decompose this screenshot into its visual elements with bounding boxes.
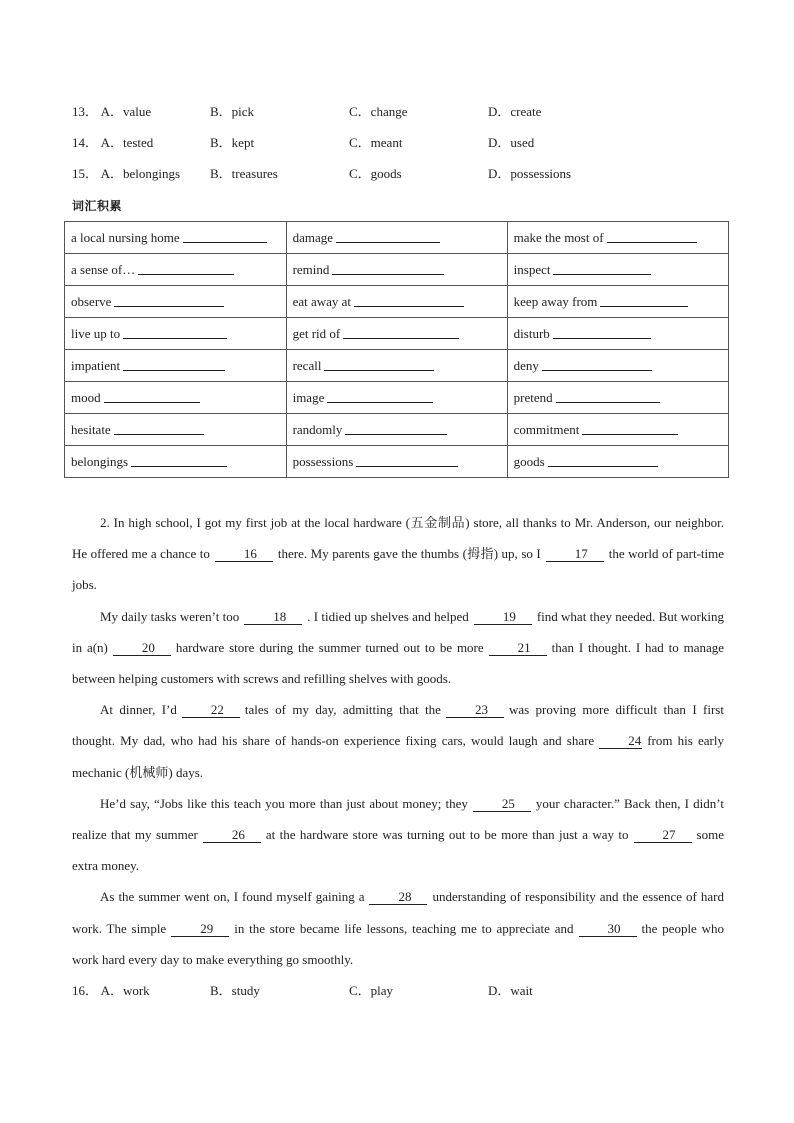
paragraph-3: At dinner, I’d 22 tales of my day, admitting that the 23 was proving more difficult than I first thought. My dad, who had his share of hands-on experience fixing cars, would laugh and share 24 from his early mechanic (机械师) days. <box>72 702 724 780</box>
table-row <box>65 318 729 350</box>
gap-29[interactable]: 29 <box>171 922 229 937</box>
option-a: A．work <box>100 983 150 998</box>
answer-blank[interactable] <box>327 390 433 403</box>
option-a: A．tested <box>100 135 154 150</box>
table-row <box>65 414 729 446</box>
question-number: 15． <box>72 166 99 181</box>
answer-blank[interactable] <box>553 262 651 275</box>
option-b: B．kept <box>210 135 255 150</box>
table-row <box>65 446 729 478</box>
question-14 <box>72 134 732 152</box>
answer-blank[interactable] <box>548 454 658 467</box>
vocab-cell: a local nursing home <box>65 222 287 254</box>
gap-17[interactable]: 17 <box>546 547 604 562</box>
option-b: B．treasures <box>210 166 278 181</box>
option-d: D．create <box>488 104 542 119</box>
option-d: D．wait <box>488 983 533 998</box>
gap-20[interactable]: 20 <box>113 641 171 656</box>
answer-blank[interactable] <box>542 358 652 371</box>
answer-blank[interactable] <box>600 294 688 307</box>
paragraph-5: As the summer went on, I found myself gaining a 28 understanding of responsibility and the essence of hard work. The simple 29 in the store became life lessons, teaching me to appreciate and 30 the people who work hard every day to make everything go smoothly. <box>72 889 725 967</box>
vocab-cell: disturb <box>507 318 728 350</box>
table-row <box>65 254 729 286</box>
table-row <box>65 286 729 318</box>
vocab-cell: get rid of <box>286 318 507 350</box>
vocab-cell: inspect <box>507 254 728 286</box>
answer-blank[interactable] <box>131 454 227 467</box>
option-b: B．study <box>210 983 260 998</box>
gap-19[interactable]: 19 <box>474 610 532 625</box>
paragraph-1: 2. In high school, I got my first job at the local hardware (五金制品) store, all thanks to Mr. Anderson, our neighbor. He offered me a chance to 16 there. My parents gave the thumbs (拇指) up, so I 17 the world of part-time jobs. <box>72 515 724 593</box>
gap-16[interactable]: 16 <box>215 547 273 562</box>
question-15 <box>72 165 732 183</box>
answer-blank[interactable] <box>123 326 227 339</box>
option-d: D．used <box>488 135 535 150</box>
answer-blank[interactable] <box>104 390 200 403</box>
gap-27[interactable]: 27 <box>634 828 692 843</box>
vocab-cell: eat away at <box>286 286 507 318</box>
answer-blank[interactable] <box>556 390 660 403</box>
option-d: D．possessions <box>488 166 572 181</box>
option-a: A．belongings <box>100 166 181 181</box>
answer-blank[interactable] <box>123 358 225 371</box>
answer-blank[interactable] <box>324 358 434 371</box>
vocab-cell: a sense of… <box>65 254 287 286</box>
question-13 <box>72 103 732 121</box>
gap-30[interactable]: 30 <box>579 922 637 937</box>
table-row <box>65 350 729 382</box>
option-b: B．pick <box>210 104 255 119</box>
vocab-cell: keep away from <box>507 286 728 318</box>
table-row <box>65 222 729 254</box>
vocab-cell: pretend <box>507 382 728 414</box>
gap-26[interactable]: 26 <box>203 828 261 843</box>
answer-blank[interactable] <box>343 326 459 339</box>
paragraph-4: He’d say, “Jobs like this teach you more than just about money; they 25 your character.” Back then, I didn’t realize that my summer 26 at the hardware store was turning out to be more than just a way to 27 some extra money. <box>72 795 724 874</box>
option-c: C．change <box>349 104 408 119</box>
vocab-cell: live up to <box>65 318 287 350</box>
answer-blank[interactable] <box>553 326 651 339</box>
option-c: C．play <box>349 983 394 998</box>
vocab-cell: belongings <box>65 446 287 478</box>
vocab-cell: remind <box>286 254 507 286</box>
gap-18[interactable]: 18 <box>244 610 302 625</box>
vocab-heading: 词汇积累 <box>72 199 123 213</box>
answer-blank[interactable] <box>354 294 464 307</box>
vocab-cell: hesitate <box>65 414 287 446</box>
answer-blank[interactable] <box>582 422 678 435</box>
table-row <box>65 382 729 414</box>
answer-blank[interactable] <box>345 422 447 435</box>
answer-blank[interactable] <box>114 422 204 435</box>
vocab-table <box>64 221 729 478</box>
question-number: 14． <box>72 135 99 150</box>
answer-blank[interactable] <box>332 262 444 275</box>
option-c: C．meant <box>349 135 403 150</box>
answer-blank[interactable] <box>607 230 697 243</box>
paragraph-2: My daily tasks weren’t too 18 . I tidied up shelves and helped 19 find what they needed. But working in a(n) 20 hardware store during the summer turned out to be more 21 than I thought. I had to manage between helping customers with screws and refilling shelves with goods. <box>72 608 725 687</box>
gap-28[interactable]: 28 <box>369 890 427 905</box>
question-number: 16． <box>72 983 99 998</box>
question-number: 13． <box>72 104 99 119</box>
answer-blank[interactable] <box>138 262 234 275</box>
vocab-cell: observe <box>65 286 287 318</box>
vocab-cell: possessions <box>286 446 507 478</box>
vocab-cell: recall <box>286 350 507 382</box>
option-c: C．goods <box>349 166 402 181</box>
option-a: A．value <box>100 104 152 119</box>
answer-blank[interactable] <box>114 294 224 307</box>
question-16 <box>72 982 732 1000</box>
vocab-cell: make the most of <box>507 222 728 254</box>
vocab-cell: image <box>286 382 507 414</box>
answer-blank[interactable] <box>183 230 267 243</box>
vocab-cell: impatient <box>65 350 287 382</box>
gap-22[interactable]: 22 <box>182 703 240 718</box>
gap-23[interactable]: 23 <box>446 703 504 718</box>
vocab-cell: damage <box>286 222 507 254</box>
gap-25[interactable]: 25 <box>473 797 531 812</box>
vocab-cell: mood <box>65 382 287 414</box>
vocab-cell: randomly <box>286 414 507 446</box>
vocab-cell: deny <box>507 350 728 382</box>
vocab-cell: commitment <box>507 414 728 446</box>
vocab-cell: goods <box>507 446 728 478</box>
gap-21[interactable]: 21 <box>489 641 547 656</box>
cloze-passage <box>72 507 724 975</box>
gap-24[interactable]: 24 <box>599 734 642 749</box>
answer-blank[interactable] <box>356 454 458 467</box>
answer-blank[interactable] <box>336 230 440 243</box>
